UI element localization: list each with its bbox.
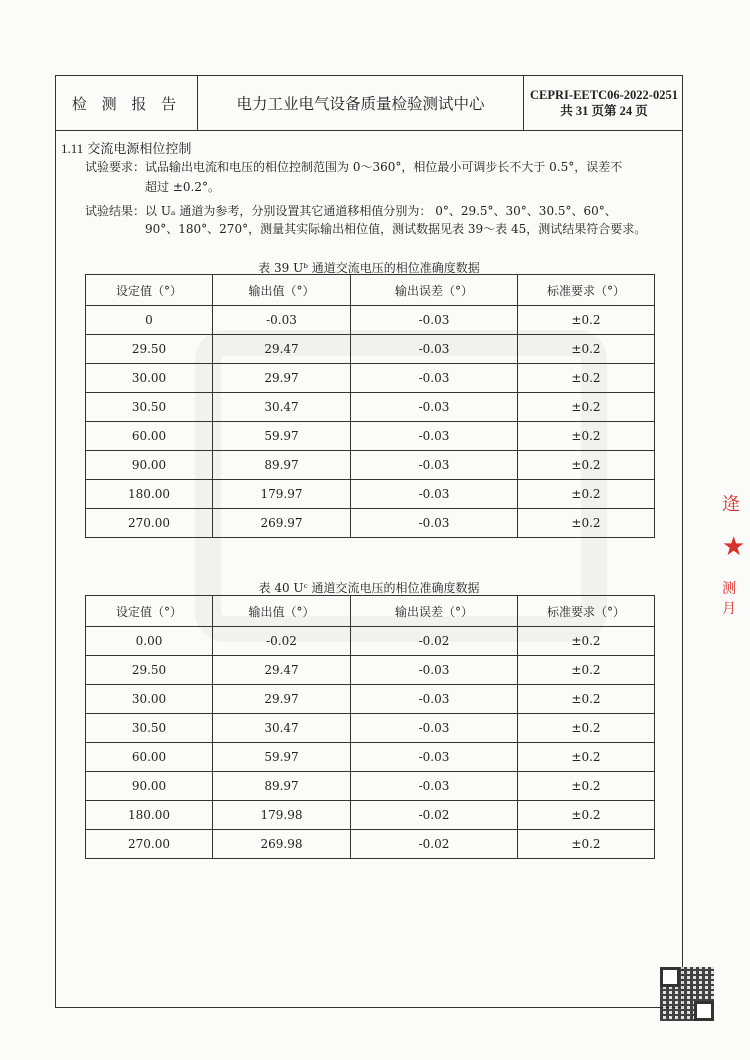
column-header: 设定值（°） bbox=[86, 596, 213, 627]
stamp-char: 月 bbox=[722, 601, 736, 617]
table-row bbox=[86, 306, 655, 335]
table-cell: 180.00 bbox=[86, 480, 213, 509]
table-cell: 179.97 bbox=[213, 480, 351, 509]
table-cell: 29.97 bbox=[213, 685, 351, 714]
table-cell: 269.97 bbox=[213, 509, 351, 538]
table-cell: -0.03 bbox=[351, 480, 518, 509]
table-cell: ±0.2 bbox=[518, 509, 655, 538]
table-cell: -0.03 bbox=[351, 685, 518, 714]
section-title bbox=[61, 138, 191, 157]
table-cell: -0.03 bbox=[351, 656, 518, 685]
table-row bbox=[86, 685, 655, 714]
table-cell: 30.00 bbox=[86, 685, 213, 714]
table-row bbox=[86, 422, 655, 451]
report-meta bbox=[524, 76, 684, 130]
table-cell: 0 bbox=[86, 306, 213, 335]
center-name: 电力工业电气设备质量检验测试中心 bbox=[198, 76, 524, 130]
column-header: 标准要求（°） bbox=[518, 596, 655, 627]
table-cell: ±0.2 bbox=[518, 451, 655, 480]
table-row bbox=[86, 743, 655, 772]
table-cell: -0.03 bbox=[351, 422, 518, 451]
table-row bbox=[86, 364, 655, 393]
table-cell: -0.02 bbox=[213, 627, 351, 656]
table-row bbox=[86, 393, 655, 422]
star-icon: ★ bbox=[722, 532, 746, 562]
column-header: 输出误差（°） bbox=[351, 596, 518, 627]
table-cell: ±0.2 bbox=[518, 627, 655, 656]
table-cell: 89.97 bbox=[213, 772, 351, 801]
table-cell: 59.97 bbox=[213, 422, 351, 451]
table-cell: -0.02 bbox=[351, 830, 518, 859]
table-cell: -0.02 bbox=[351, 627, 518, 656]
table-row bbox=[86, 335, 655, 364]
table-cell: 29.50 bbox=[86, 335, 213, 364]
table-cell: 29.97 bbox=[213, 364, 351, 393]
table-row bbox=[86, 830, 655, 859]
qr-code-icon bbox=[660, 967, 714, 1021]
result-line1: 以 Uₐ 通道为参考，分别设置其它通道移相值分别为： 0°、29.5°、30°、30.5°、60°、 bbox=[145, 204, 617, 218]
table-cell: 29.47 bbox=[213, 656, 351, 685]
table-cell: 90.00 bbox=[86, 451, 213, 480]
table-row bbox=[86, 801, 655, 830]
column-header: 输出值（°） bbox=[213, 596, 351, 627]
table-cell: ±0.2 bbox=[518, 393, 655, 422]
requirement-line2: 超过 ±0.2°。 bbox=[145, 180, 220, 194]
table-cell: -0.03 bbox=[351, 393, 518, 422]
report-number: CEPRI-EETC06-2022-0251 bbox=[530, 88, 678, 102]
table-cell: ±0.2 bbox=[518, 422, 655, 451]
table-cell: 30.47 bbox=[213, 393, 351, 422]
report-header bbox=[56, 76, 682, 131]
table-cell: -0.03 bbox=[351, 509, 518, 538]
table-cell: 30.50 bbox=[86, 393, 213, 422]
table-row bbox=[86, 627, 655, 656]
requirement-label: 试验要求： bbox=[85, 160, 146, 174]
section-title-text: 交流电源相位控制 bbox=[87, 142, 192, 157]
table-row bbox=[86, 772, 655, 801]
table-cell: ±0.2 bbox=[518, 364, 655, 393]
table-cell: 30.50 bbox=[86, 714, 213, 743]
table-caption: 表 40 Uᶜ 通道交流电压的相位准确度数据 bbox=[258, 581, 480, 595]
table-cell: 29.50 bbox=[86, 656, 213, 685]
requirement-line1: 试品输出电流和电压的相位控制范围为 0～360°，相位最小可调步长不大于 0.5°，误差不 bbox=[145, 160, 623, 174]
table-cell: ±0.2 bbox=[518, 656, 655, 685]
stamp-char: 测 bbox=[722, 581, 736, 597]
table-cell: 60.00 bbox=[86, 743, 213, 772]
table-cell: 270.00 bbox=[86, 830, 213, 859]
table-cell: 30.47 bbox=[213, 714, 351, 743]
data-table-39 bbox=[85, 274, 655, 538]
column-header: 输出值（°） bbox=[213, 275, 351, 306]
table-cell: 59.97 bbox=[213, 743, 351, 772]
table-cell: ±0.2 bbox=[518, 714, 655, 743]
table-header-row bbox=[86, 275, 655, 306]
table-cell: -0.02 bbox=[351, 801, 518, 830]
table-cell: -0.03 bbox=[213, 306, 351, 335]
table-cell: ±0.2 bbox=[518, 480, 655, 509]
table-row bbox=[86, 714, 655, 743]
table-cell: -0.03 bbox=[351, 306, 518, 335]
column-header: 标准要求（°） bbox=[518, 275, 655, 306]
page-info: 共 31 页第 24 页 bbox=[560, 104, 648, 118]
table-cell: 0.00 bbox=[86, 627, 213, 656]
table-cell: ±0.2 bbox=[518, 685, 655, 714]
table-cell: 30.00 bbox=[86, 364, 213, 393]
table-cell: ±0.2 bbox=[518, 830, 655, 859]
table-cell: -0.03 bbox=[351, 714, 518, 743]
result-label: 试验结果： bbox=[85, 204, 146, 218]
table-row bbox=[86, 480, 655, 509]
table-cell: 269.98 bbox=[213, 830, 351, 859]
table-cell: -0.03 bbox=[351, 364, 518, 393]
column-header: 设定值（°） bbox=[86, 275, 213, 306]
table-cell: 180.00 bbox=[86, 801, 213, 830]
result-line2: 90°、180°、270°，测量其实际输出相位值，测试数据见表 39～表 45，测试结果符合要求。 bbox=[145, 222, 647, 236]
table-row bbox=[86, 509, 655, 538]
table-cell: 179.98 bbox=[213, 801, 351, 830]
red-stamp bbox=[718, 470, 750, 640]
table-cell: 60.00 bbox=[86, 422, 213, 451]
table-cell: ±0.2 bbox=[518, 335, 655, 364]
table-caption: 表 39 Uᵇ 通道交流电压的相位准确度数据 bbox=[258, 261, 480, 275]
table-cell: ±0.2 bbox=[518, 801, 655, 830]
table-row bbox=[86, 451, 655, 480]
table-cell: 89.97 bbox=[213, 451, 351, 480]
report-label: 检 测 报 告 bbox=[56, 76, 198, 130]
table-cell: ±0.2 bbox=[518, 743, 655, 772]
section-number: 1.11 bbox=[61, 141, 84, 156]
table-cell: 90.00 bbox=[86, 772, 213, 801]
stamp-char: 逄 bbox=[722, 494, 740, 515]
data-table-40 bbox=[85, 595, 655, 859]
table-cell: ±0.2 bbox=[518, 306, 655, 335]
table-cell: -0.03 bbox=[351, 451, 518, 480]
table-cell: -0.03 bbox=[351, 772, 518, 801]
table-cell: 270.00 bbox=[86, 509, 213, 538]
table-cell: -0.03 bbox=[351, 335, 518, 364]
table-cell: -0.03 bbox=[351, 743, 518, 772]
table-cell: ±0.2 bbox=[518, 772, 655, 801]
column-header: 输出误差（°） bbox=[351, 275, 518, 306]
table-header-row bbox=[86, 596, 655, 627]
table-row bbox=[86, 656, 655, 685]
table-cell: 29.47 bbox=[213, 335, 351, 364]
